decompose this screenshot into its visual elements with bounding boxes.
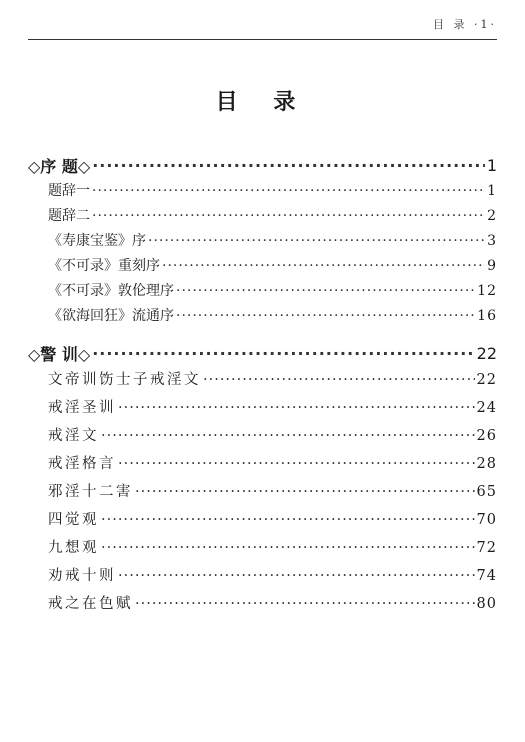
toc-entry[interactable] (28, 368, 497, 396)
leader-dots (148, 233, 485, 249)
toc-entry[interactable] (28, 564, 497, 592)
toc-section-preface[interactable] (28, 150, 497, 180)
toc-page-number: 70 (476, 512, 497, 528)
leader-dots (118, 400, 475, 416)
leader-dots (203, 372, 475, 388)
toc-entry[interactable] (28, 396, 497, 424)
table-of-contents (28, 150, 497, 620)
leader-dots (176, 283, 475, 299)
toc-entry[interactable] (28, 452, 497, 480)
toc-section-label: ◇警 训◇ (28, 344, 91, 364)
toc-entry[interactable] (28, 480, 497, 508)
leader-dots (176, 308, 475, 324)
toc-entry-label: 《欲海回狂》流通序 (48, 308, 174, 324)
toc-entry[interactable] (28, 205, 497, 230)
leader-dots (92, 208, 485, 224)
toc-page-number: 12 (477, 283, 497, 299)
toc-section-label: ◇序 题◇ (28, 156, 91, 176)
toc-page-number: 1 (486, 155, 497, 175)
toc-entry[interactable] (28, 592, 497, 620)
leader-dots (101, 512, 475, 528)
toc-page-number: 22 (476, 343, 497, 363)
toc-entry-label: 戒淫格言 (48, 456, 116, 472)
leader-dots (118, 456, 475, 472)
toc-entry-label: 文帝训饬士子戒淫文 (48, 372, 201, 388)
toc-page-number: 80 (476, 596, 497, 612)
toc-page-number: 3 (487, 233, 497, 249)
leader-dots (92, 156, 485, 175)
toc-page-number: 24 (476, 400, 497, 416)
section-gap (28, 330, 497, 338)
leader-dots (135, 484, 475, 500)
leader-dots (118, 568, 475, 584)
toc-page-number: 9 (487, 258, 497, 274)
toc-page-number: 65 (476, 484, 497, 500)
toc-entry[interactable] (28, 280, 497, 305)
toc-page-number: 22 (476, 372, 497, 388)
toc-page-number: 26 (476, 428, 497, 444)
leader-dots (162, 258, 485, 274)
toc-entry-label: 《不可录》敦伦理序 (48, 283, 174, 299)
toc-entry-label: 邪淫十二害 (48, 484, 133, 500)
toc-entry-label: 题辞一 (48, 183, 90, 199)
toc-page-number: 1 (487, 183, 497, 199)
leader-dots (101, 540, 475, 556)
toc-entry-label: 戒淫圣训 (48, 400, 116, 416)
toc-entry[interactable] (28, 424, 497, 452)
toc-entry-label: 《不可录》重刻序 (48, 258, 160, 274)
leader-dots (135, 596, 475, 612)
toc-page-number: 16 (477, 308, 497, 324)
toc-entry[interactable] (28, 230, 497, 255)
toc-entry[interactable] (28, 508, 497, 536)
toc-entry[interactable] (28, 255, 497, 280)
running-head: 目 录 ·1· (433, 18, 497, 31)
toc-page-number: 28 (476, 456, 497, 472)
toc-entry-label: 四觉观 (48, 512, 99, 528)
toc-entry-label: 九想观 (48, 540, 99, 556)
toc-entry[interactable] (28, 536, 497, 564)
leader-dots (101, 428, 475, 444)
toc-page-number: 72 (476, 540, 497, 556)
toc-page-number: 2 (487, 208, 497, 224)
toc-section-admonitions[interactable] (28, 338, 497, 368)
toc-entry[interactable] (28, 180, 497, 205)
toc-entry-label: 戒之在色赋 (48, 596, 133, 612)
page-title: 目 录 (215, 90, 310, 115)
toc-page-number: 74 (476, 568, 497, 584)
leader-dots (92, 183, 485, 199)
toc-entry-label: 劝戒十则 (48, 568, 116, 584)
toc-entry-label: 戒淫文 (48, 428, 99, 444)
toc-entry-label: 《寿康宝鉴》序 (48, 233, 146, 249)
header-rule (28, 39, 497, 40)
toc-entry-label: 题辞二 (48, 208, 90, 224)
toc-entry[interactable] (28, 305, 497, 330)
leader-dots (92, 344, 474, 363)
